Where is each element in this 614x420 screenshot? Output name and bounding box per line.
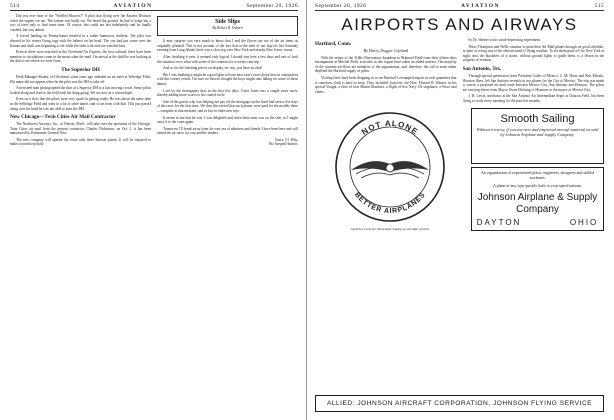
emblem-bottom-text: BETTER AIRPLANES xyxy=(352,190,428,215)
san-antonio-heading: San Antonio, Tex. xyxy=(462,65,502,72)
svg-text:BETTER AIRPLANES xyxy=(353,191,427,215)
side-slips-paragraph: After finishing it over, it seemed only logical I should stay here a few days and sort of look the situation over, what with some of the contests for a twenty cent trip. xyxy=(157,54,298,64)
smooth-sailing-body: Without a worry, if you use new and inspected aircraft material as sold by Johnson Airplane and Supply Company. xyxy=(476,126,599,137)
col2-paragraph: by Dr. Warner to his stood-depressing experiment. xyxy=(468,38,541,42)
signature-line-2: The Intrepid Aviator. xyxy=(268,142,298,147)
ad-row xyxy=(315,108,604,231)
emblem-caption: Send two cents for illustrated catalog of warships of steel xyxy=(351,226,429,231)
side-slips-byline: By Robert R. Osborn xyxy=(212,25,243,30)
johnson-state: OHIO xyxy=(569,217,599,227)
emblem-top-text: NOT ALONE xyxy=(360,118,420,137)
side-slips-paragraph: But I was thinking it might be a good plan to leave next year's races down here in conjunction with this twenty events. I'm sure we haven't thought the boys might start falling for some of these dames. xyxy=(157,72,298,86)
johnson-city: DAYTON xyxy=(476,217,522,227)
superior-paragraph: A newsreel man photographed the dust of a Superior DH to a fast moving crowd. Some pilots looked along and used to the field with the thing going. We see now in a certain light. xyxy=(10,86,151,95)
johnson-company-name: Johnson Airplane & Supply xyxy=(477,191,598,203)
allied-footer: ALLIED: JOHNSON AIRCRAFT CORPORATION, JOHNSON FLYING SERVICE xyxy=(315,395,604,412)
signature-line-1: Yours, V.I. Bilty, xyxy=(275,137,298,142)
intro-paragraph: Did you ever hear of the "Waffled Hooters?" A pilot that flying over the Eastern Division when the engine cut out. The farmer was badly cut. We heard the ground, he had to lodge but a row of trees only to find some time. Of course, this could not last indefinitely and he finally crashed, but was unhurt. xyxy=(10,14,151,32)
left-running-head xyxy=(10,3,298,11)
superior-paragraph: Even on a slow line the pilots were very quick in getting ready. He was about the same time as the Selfridge Field and went to a lot of other dance, and so on from with that. This just passed along over his head he was not able to miss the DH. xyxy=(10,97,151,111)
side-slips-paragraph: And so for the finishing pieces on display, we, my, you have no idea! xyxy=(163,66,263,71)
winged-emblem-icon xyxy=(331,108,449,226)
side-slips-box xyxy=(157,16,298,36)
smooth-sailing-title: Smooth Sailing xyxy=(500,112,575,125)
right-column-1 xyxy=(315,38,457,106)
superior-dh-heading: The Superior DH xyxy=(61,66,100,73)
side-slips-title: Side Slips xyxy=(215,19,240,25)
side-slips-paragraph: It seems to me that he was. I was delighted and when these men was on the side, so I might carry it to the coast again. xyxy=(157,115,298,125)
johnson-ad-body: An organization of experienced pilots, engineers, designers and skilled workmen. xyxy=(480,170,595,180)
intro-paragraph: A forced landing on Pennsylvania resulted in a rather humorous incident. The pilot was dressed in his winter flying togs with the helmet on his head. The son had just come over the bottom and dusk was beginning to set while the farm wife and son watched him. xyxy=(10,34,151,48)
svg-text:NOT ALONE xyxy=(360,118,420,136)
right-date: September 20, 1926 xyxy=(315,3,367,9)
ads-column xyxy=(471,108,604,231)
left-date: September 20, 1926 xyxy=(246,3,298,9)
right-page xyxy=(307,0,614,420)
san-antonio-paragraph: Through special permission from President Calles of Mexico, C. M. Harry and Bert Paloski, Houston fliers, left San Antonio recently in two planes for the City of Mexico. The trip was made to survey a proposed air mail route between Mexico City, San Antonio and Houston. The pilots are carrying letters from Mayor Owen Holsting of Houston, to the mayor of Mexico City. xyxy=(462,73,604,92)
johnson-location xyxy=(475,218,600,227)
johnson-company-ad xyxy=(471,167,604,230)
right-page-number: 515 xyxy=(594,3,604,9)
right-columns xyxy=(315,38,604,106)
emblem-block xyxy=(315,108,465,231)
left-magazine-title: AVIATION xyxy=(113,3,153,9)
col2-paragraph: Pilots Thompson and Wells continue to push their Air Mail planes through on good schedule, in spite of a long run of the obvious kind of flying weather. To see them push-off for New York at night, into the blackness of a storm, without ground lights to guide them, is a lesson in the progress of aviation. xyxy=(462,44,604,63)
section-title: AIRPORTS AND AIRWAYS xyxy=(341,15,578,34)
johnson-ad-body-2: A plane of any type quickly built to your specifications. xyxy=(492,182,583,188)
side-slips-paragraph: I see by the newspapers that, in the first few days, Carey Jones was a couple more races, thereby adding more scores to his coated circle. xyxy=(157,88,298,98)
side-slips-paragraph: It may surprise you very much to know that I and the flower are not of the air items as originally planned. This is not account of the fact that at the time of our hop-off last Saturday evening from Long Island, there was a slow fog over New York and nearby New Jersey towns. xyxy=(157,39,298,53)
hartford-paragraph: Visiting fliers have been dropping in to see Hartford's revamped airport in such quantities that it somehow clack is hard to keep. They included, however, the Hon. Edward B. Warner, in his special Vought, a fleet of four Martin Bombers, a flight of five Navy O2 seaplanes, a Waco and others. xyxy=(315,75,457,94)
left-column-2 xyxy=(157,14,298,149)
hartford-byline: By Harry Dogget Copland xyxy=(363,48,409,53)
superior-paragraph: Field Manager Shanty, of Cleveland, some years ago attended an air meet at Selfridge Field. His name did not appear when he the pilot was the DH to take off. xyxy=(10,74,151,84)
johnson-company-name-2: Company xyxy=(516,203,559,215)
left-page-number: 514 xyxy=(10,3,20,9)
san-antonio-paragraph: J. R. Lewis, mechanic at the San Antonio Air Intermediate depot at Duncan Field, has been flying to work every morning for the past few months. xyxy=(462,94,604,103)
chicago-paragraph: The new company will operate the route with three Stinson planes. It will be required to make a round trip daily. xyxy=(10,137,151,147)
intro-paragraph: Even as there were searched in the Cleveland Air Express, the first railroad, there have been mention to circulations come in the main cabin the mail. On arrival at the field he was looking at the dial to see where we were from. xyxy=(10,50,151,64)
right-running-head xyxy=(315,3,604,11)
hartford-heading: Hartford, Conn. xyxy=(315,41,352,47)
chicago-paragraph: The Northwest Airways, Inc., of Detroit, Mich., will take over the operation of the Chicago-Twin Cities air mail from the present contractor, Charles Dickinson, on Oct. 1, it has been announced by Postmaster General New. xyxy=(10,122,151,136)
smooth-sailing-ad xyxy=(471,108,604,165)
left-columns xyxy=(10,14,298,149)
side-slips-paragraph: One of the guests who was helping me pay off the mortgage on the hotel had seen a few days of the races for the first time. We thus discovered that such planes were paid for the models there—complete at that moment, and in fact in other new toys. xyxy=(157,99,298,113)
left-column-1 xyxy=(10,14,151,149)
side-slips-signoff: Tomorrow I'll break away from the vast sea of admirers and friends I have been here and will attend the air races for you and the readers. xyxy=(157,126,298,136)
right-column-2 xyxy=(463,38,605,106)
chicago-heading: New Chicago—Twin Cities Air Mail Contractor xyxy=(10,114,116,121)
hartford-paragraph: With the return of the 118th Observation Squadron to Brainard Field from their fifteen days encampment at Mitchel Field, activities in this region have taken an added interest. The majority of the commercial fliers are members of the organization, and, therefore, the call to arms rather depleted the Hartford supply of pilots. xyxy=(315,55,457,74)
right-magazine-title: AVIATION xyxy=(460,3,500,9)
